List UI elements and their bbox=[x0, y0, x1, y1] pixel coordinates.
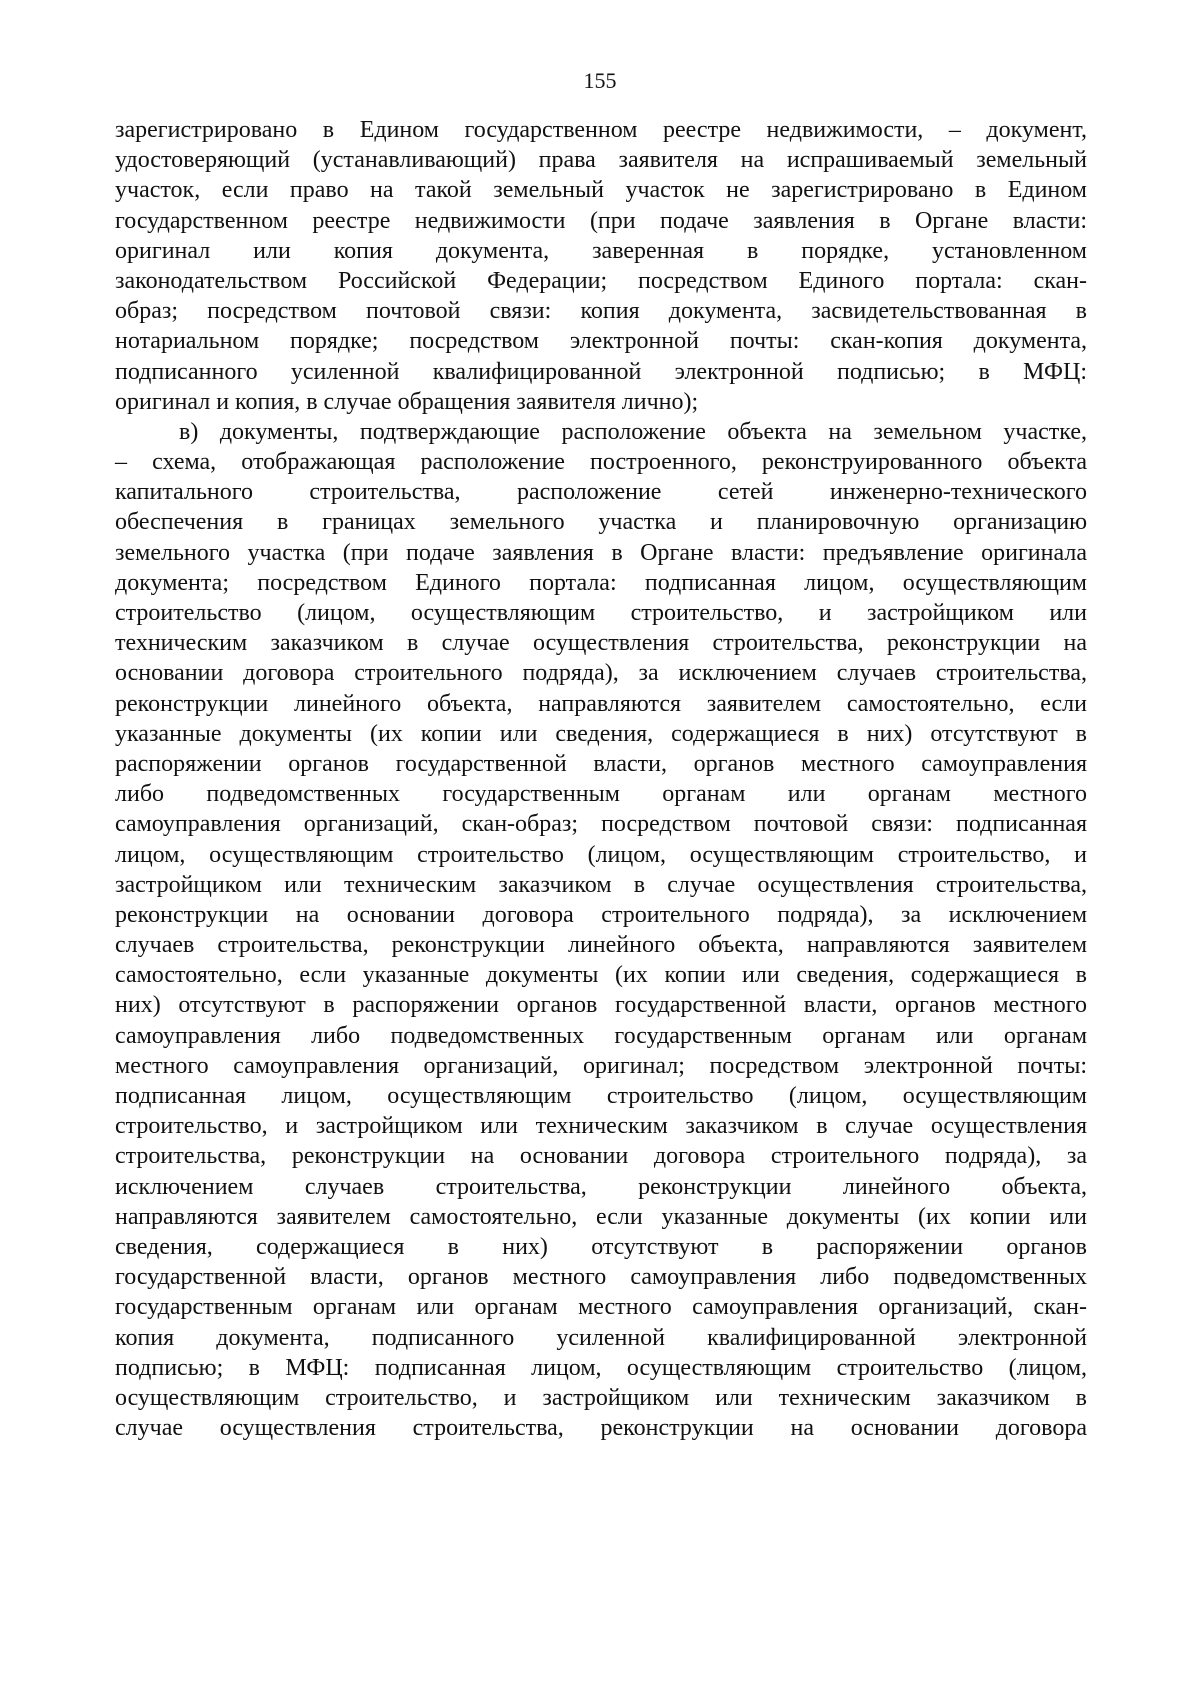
text-line: капитального строительства, расположение сетей инженерно-технического bbox=[115, 479, 1087, 506]
text-line: государственной власти, органов местного самоуправления либо подведомственных bbox=[115, 1264, 1087, 1291]
text-line: зарегистрировано в Едином государственном реестре недвижимости, – документ, bbox=[115, 117, 1087, 143]
text-line: местного самоуправления организаций, оригинал; посредством электронной почты: bbox=[115, 1052, 1087, 1079]
text-line: самоуправления организаций, скан-образ; посредством почтовой связи: подписанная bbox=[115, 811, 1087, 838]
text-line: документа; посредством Единого портала: подписанная лицом, осуществляющим bbox=[115, 569, 1087, 596]
text-line: лицом, осуществляющим строительство (лицом, осуществляющим строительство, и bbox=[115, 841, 1087, 868]
text-line: подписанная лицом, осуществляющим строительство (лицом, осуществляющим bbox=[115, 1083, 1087, 1109]
text-line: осуществляющим строительство, и застройщиком или техническим заказчиком в bbox=[115, 1384, 1087, 1411]
text-line: реконструкции линейного объекта, направляются заявителем самостоятельно, если bbox=[115, 690, 1087, 717]
text-line: удостоверяющий (устанавливающий) права заявителя на испрашиваемый земельный bbox=[115, 147, 1087, 174]
text-line: основании договора строительного подряда), за исключением случаев строительства, bbox=[115, 660, 1087, 687]
text-line: указанные документы (их копии или сведения, содержащиеся в них) отсутствуют в bbox=[115, 720, 1087, 747]
text-line: законодательством Российской Федерации; посредством Единого портала: скан- bbox=[115, 267, 1087, 294]
text-line: исключением случаев строительства, реконструкции линейного объекта, bbox=[115, 1173, 1087, 1200]
text-line: них) отсутствуют в распоряжении органов государственной власти, органов местного bbox=[115, 992, 1087, 1019]
text-line: распоряжении органов государственной власти, органов местного самоуправления bbox=[115, 750, 1087, 777]
text-line: сведения, содержащиеся в них) отсутствуют в распоряжении органов bbox=[115, 1233, 1087, 1260]
text-line: – схема, отображающая расположение построенного, реконструированного объекта bbox=[115, 449, 1087, 476]
text-line: участок, если право на такой земельный участок не зарегистрировано в Едином bbox=[115, 177, 1087, 204]
page-number: 155 bbox=[583, 68, 617, 93]
text-line: подписанного усиленной квалифицированной электронной подписью; в МФЦ: bbox=[115, 358, 1087, 385]
text-line: строительство (лицом, осуществляющим строительство, и застройщиком или bbox=[115, 600, 1087, 626]
text-line: земельного участка (при подаче заявления в Органе власти: предъявление оригинала bbox=[115, 539, 1087, 566]
text-line: оригинал и копия, в случае обращения заявителя лично); bbox=[115, 388, 699, 415]
text-line: строительство, и застройщиком или техническим заказчиком в случае осуществления bbox=[115, 1113, 1087, 1140]
text-line: техническим заказчиком в случае осуществления строительства, реконструкции на bbox=[115, 630, 1087, 657]
text-line: реконструкции на основании договора строительного подряда), за исключением bbox=[115, 901, 1087, 928]
text-line: обеспечения в границах земельного участка и планировочную организацию bbox=[115, 509, 1087, 536]
text-line: строительства, реконструкции на основании договора строительного подряда), за bbox=[115, 1143, 1087, 1170]
text-line: государственным органам или органам местного самоуправления организаций, скан- bbox=[115, 1294, 1087, 1321]
text-line: подписью; в МФЦ: подписанная лицом, осуществляющим строительство (лицом, bbox=[115, 1354, 1087, 1381]
text-line: образ; посредством почтовой связи: копия документа, засвидетельствованная в bbox=[115, 298, 1087, 325]
text-line: в) документы, подтверждающие расположение объекта на земельном участке, bbox=[179, 418, 1087, 445]
text-line: либо подведомственных государственным органам или органам местного bbox=[115, 781, 1087, 808]
text-line: нотариальном порядке; посредством электронной почты: скан-копия документа, bbox=[115, 328, 1087, 355]
text-line: копия документа, подписанного усиленной квалифицированной электронной bbox=[115, 1324, 1087, 1351]
text-line: направляются заявителем самостоятельно, если указанные документы (их копии или bbox=[115, 1203, 1087, 1230]
text-line: самостоятельно, если указанные документы (их копии или сведения, содержащиеся в bbox=[115, 962, 1087, 989]
text-line: оригинал или копия документа, заверенная в порядке, установленном bbox=[115, 237, 1087, 264]
text-line: случаев строительства, реконструкции линейного объекта, направляются заявителем bbox=[115, 932, 1087, 959]
text-line: самоуправления либо подведомственных государственным органам или органам bbox=[115, 1022, 1087, 1049]
text-line: случае осуществления строительства, реконструкции на основании договора bbox=[115, 1415, 1087, 1442]
text-line: государственном реестре недвижимости (при подаче заявления в Органе власти: bbox=[115, 207, 1087, 234]
text-line: застройщиком или техническим заказчиком в случае осуществления строительства, bbox=[115, 871, 1087, 898]
body-text bbox=[115, 115, 1087, 1443]
